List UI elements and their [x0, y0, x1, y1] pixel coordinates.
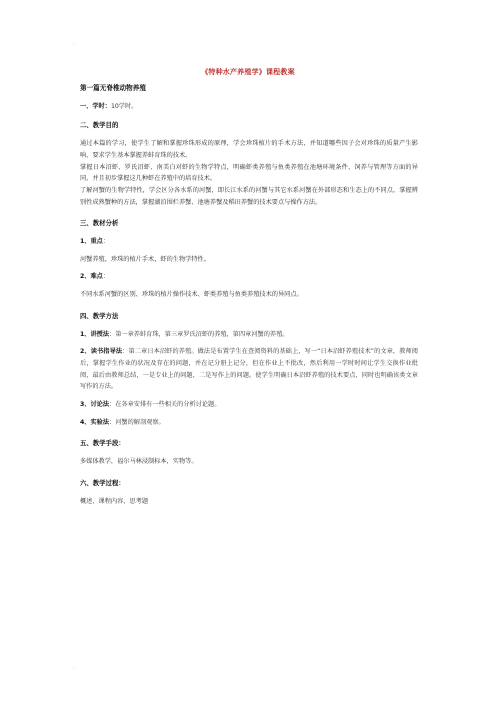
section-hours	[80, 101, 418, 113]
section-means-heading: 五、教学手段：	[80, 439, 125, 448]
method-item-2	[80, 346, 418, 393]
document-content	[80, 83, 418, 507]
method-item-1	[80, 329, 418, 341]
objectives-paragraph-1: 通过本篇的学习，使学生了解和掌握珍珠形成的原理，学会珍珠植片的手术方法，并知道哪些因子会对珍珠的质量产生影响，要求学生基本掌握养蚌育珠的技术。	[80, 140, 418, 159]
objectives-paragraph-3: 了解河蟹的生物学特性，学会区分各水系的河蟹，即长江水系的河蟹与其它水系河蟹在外部形态和生态上的不同点，掌握辨别性成熟蟹种的方法，掌握湖泊围栏养蟹、池塘养蟹及稻田养蟹的技术要点与操作方法。	[80, 186, 418, 206]
chapter-heading: 第一篇无脊椎动物养殖	[80, 84, 146, 92]
corner-mark-bottom-left: .	[73, 663, 75, 670]
method-item-4-label: 4、实验法	[80, 418, 110, 426]
section-analysis-heading: 三、教材分析	[80, 219, 119, 228]
method-item-2-text: ：第二章日本沼虾的养殖。做法是布置学生在查阅资料的基础上，写一“日本沼虾养殖技术”的文章，教师阅后，掌握学生作业的状况及存在的问题，并在记分册上记分，但在作业上不批改，然后利用一学时时间让学生交换作业批阅，最后由教师总结，一是专业上的问题，二是写作上的问题。使学生明确日本沼虾养殖的技术要点，同时也明确该类文章写作的方法。	[80, 348, 418, 391]
method-item-1-text: ：第一章养蚌育珠，第三章罗氏沼虾的养殖，第四章河蟹的养殖。	[109, 330, 289, 338]
section-objectives-heading: 二、教学目的	[80, 121, 119, 130]
section-process-heading: 六、教学过程：	[80, 478, 125, 487]
difficulty-colon: ：	[102, 273, 110, 281]
difficulty-label: 2、难点	[80, 273, 103, 281]
method-item-3	[80, 399, 418, 411]
document-title: 《特种水产养殖学》课程教案	[201, 68, 295, 76]
key-points-text: 河蟹养殖，珍珠的植片手术，虾的生物学特性。	[80, 255, 210, 263]
difficulty-text: 不同水系河蟹的区别、珍珠的植片操作技术、虾类养殖与鱼类养殖技术的异同点。	[80, 291, 303, 299]
method-item-3-text: ：在各章安排有一些相关的分析讨论题。	[109, 401, 221, 409]
key-points-row	[80, 236, 418, 248]
method-item-3-label: 3、讨论法	[80, 401, 110, 409]
key-points-label: 1、重点	[80, 238, 103, 246]
section-hours-label: 一、学时：	[80, 102, 111, 110]
section-hours-value: 10学时。	[110, 102, 138, 110]
method-item-2-label: 2、读书指导法	[80, 348, 123, 356]
difficulty-row	[80, 271, 418, 283]
objectives-paragraph-2: 掌握日本沼虾、罗氏沼虾、南美白对虾的生物学特点，明确虾类养殖与鱼类养殖在池塘环境条件、饲养与管理等方面的异同，并且初步掌握这几种虾在养殖中的培育技术。	[80, 163, 418, 183]
teaching-means-text: 多媒体教学，福尔马林浸制标本，实物等。	[80, 458, 198, 466]
teaching-process-text: 概述、课程内容、思考题	[80, 497, 149, 505]
key-points-colon: ：	[102, 238, 110, 246]
section-methods-heading: 四、教学方法	[80, 311, 119, 320]
method-item-1-label: 1、讲授法	[80, 330, 110, 338]
method-item-4	[80, 417, 418, 429]
method-item-4-text: ：河蟹的解剖观察。	[109, 418, 165, 426]
corner-mark-top-left: .	[73, 39, 75, 46]
